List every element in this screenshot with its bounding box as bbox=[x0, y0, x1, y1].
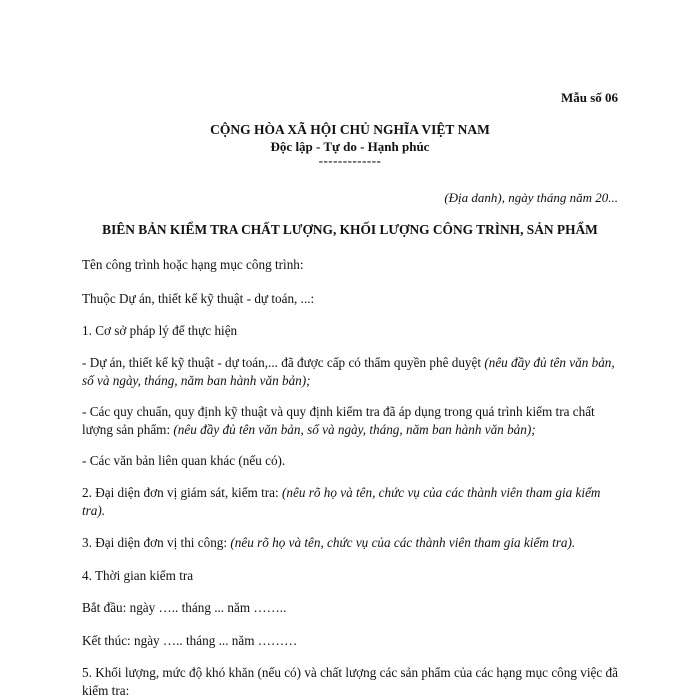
section-2 bbox=[82, 484, 622, 519]
start-date-line: Bắt đầu: ngày ….. tháng ... năm …….. bbox=[82, 600, 287, 615]
section-3-text: 3. Đại diện đơn vị thi công: bbox=[82, 535, 231, 550]
document-title: BIÊN BẢN KIỂM TRA CHẤT LƯỢNG, KHỐI LƯỢNG CÔNG TRÌNH, SẢN PHẨM bbox=[102, 222, 598, 237]
national-title: CỘNG HÒA XÃ HỘI CHỦ NGHĨA VIỆT NAM bbox=[210, 122, 490, 137]
section-3 bbox=[82, 534, 622, 552]
section-1-item-1-note: (nêu đầy đủ tên văn bản, số và ngày, tháng, năm ban hành văn bản); bbox=[82, 355, 615, 388]
place-date-line: (Địa danh), ngày tháng năm 20... bbox=[444, 190, 618, 205]
form-number: Mẫu số 06 bbox=[560, 90, 618, 105]
section-1-item-2-note: (nêu đầy đủ tên văn bản, số và ngày, tháng, năm ban hành văn bản); bbox=[173, 421, 536, 437]
section-1-item-3: - Các văn bản liên quan khác (nếu có). bbox=[82, 453, 286, 468]
header-divider: ------------- bbox=[318, 153, 382, 168]
project-name-line: Tên công trình hoặc hạng mục công trình: bbox=[82, 257, 304, 272]
section-1-item-1 bbox=[82, 354, 622, 389]
section-1-title: 1. Cơ sở pháp lý để thực hiện bbox=[82, 323, 238, 338]
section-1-item-1-text: - Dự án, thiết kế kỹ thuật - dự toán,... đã được cấp có thẩm quyền phê duyệt bbox=[82, 355, 485, 370]
section-1-item-2-text: - Các quy chuẩn, quy định kỹ thuật và quy định kiểm tra đã áp dụng trong quá trình kiểm tra chất lượng sản phẩm: bbox=[82, 404, 595, 437]
section-5: 5. Khối lượng, mức độ khó khăn (nếu có) và chất lượng các sản phẩm của các hạng mục công việc đã kiểm tra: bbox=[82, 665, 618, 698]
section-4-title: 4. Thời gian kiểm tra bbox=[82, 568, 194, 583]
project-scope-line: Thuộc Dự án, thiết kế kỹ thuật - dự toán, ...: bbox=[82, 291, 315, 306]
national-motto: Độc lập - Tự do - Hạnh phúc bbox=[270, 139, 430, 154]
section-1-item-2 bbox=[82, 403, 622, 438]
section-2-text: 2. Đại diện đơn vị giám sát, kiểm tra: bbox=[82, 485, 282, 500]
end-date-line: Kết thúc: ngày ….. tháng ... năm ……… bbox=[82, 633, 298, 648]
section-3-note: (nêu rõ họ và tên, chức vụ của các thành viên tham gia kiểm tra). bbox=[230, 535, 576, 550]
section-2-note: (nêu rõ họ và tên, chức vụ của các thành viên tham gia kiểm tra). bbox=[82, 485, 601, 518]
